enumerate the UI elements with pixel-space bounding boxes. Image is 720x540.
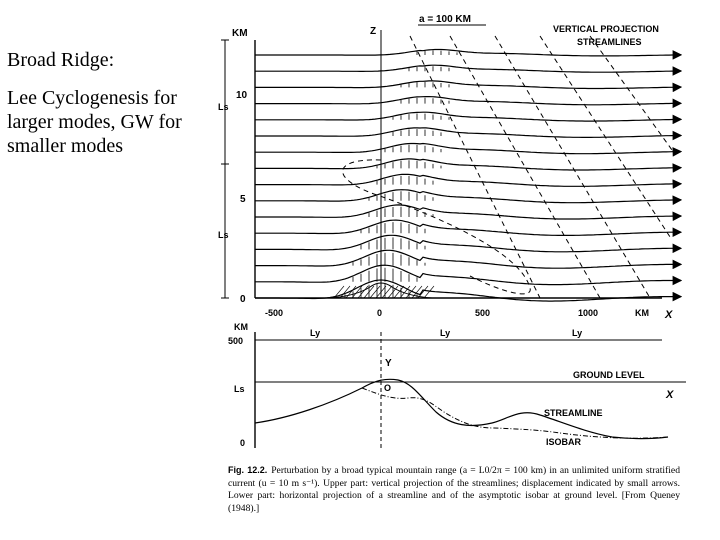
y-axis-label: Y	[385, 358, 392, 369]
streamline-2	[255, 265, 681, 284]
x-tick-0: 0	[377, 308, 383, 318]
figure-caption	[228, 464, 680, 515]
upper-x-axis-label: X	[665, 309, 673, 321]
ly-label-1: Ly	[310, 328, 321, 338]
caption-fig-number: Fig. 12.2.	[228, 465, 268, 475]
ls-label-bottom: Ls	[218, 230, 229, 240]
z-axis-label: Z	[370, 26, 377, 37]
streamlines-group	[255, 50, 681, 302]
ls-label-top: Ls	[218, 102, 229, 112]
streamline-label: STREAMLINE	[544, 408, 603, 418]
lower-y-tick-500: 500	[228, 336, 244, 346]
notes-body: Lee Cyclogenesis for larger modes, GW for smaller modes	[7, 87, 182, 157]
streamline-14	[255, 81, 681, 89]
streamline-9	[255, 159, 681, 170]
streamline-7	[255, 190, 681, 203]
phase-line-3	[495, 36, 650, 298]
streamline-13	[255, 97, 681, 105]
lower-y-tick-0: 0	[240, 438, 246, 448]
streamline-3	[255, 250, 681, 268]
x-tick-minus500: -500	[265, 308, 284, 318]
upper-y-unit: KM	[232, 28, 248, 39]
lower-x-axis-label: X	[666, 389, 674, 401]
notes-heading: Broad Ridge:	[7, 49, 115, 71]
phase-line-2	[450, 36, 600, 298]
origin-label: O	[384, 383, 392, 393]
streamlines-label: STREAMLINES	[577, 37, 642, 47]
isobar-label: ISOBAR	[546, 437, 582, 447]
caption-text: Perturbation by a broad typical mountain range (a = L0/2π = 100 km) in an unlimited uniform stratified current (u = 10 m s⁻¹). Upper part: vertical projection of the streamlines; displacement indicated by small arrows. Lower part: horizontal projection of a streamline and of the asymptotic isobar at ground level. [From Queney (1948).]	[228, 465, 680, 514]
isobar-curve	[362, 388, 668, 438]
ly-label-2: Ly	[440, 328, 451, 338]
hatch-line	[418, 286, 428, 298]
streamline-11	[255, 128, 681, 138]
lower-y-unit: KM	[234, 322, 248, 332]
x-tick-km: KM	[635, 308, 649, 318]
hatch-line	[382, 286, 392, 298]
upper-y-tick-0: 0	[240, 294, 246, 305]
streamline-8	[255, 174, 681, 186]
projection-label: VERTICAL PROJECTION	[553, 24, 659, 34]
ground-level-label: GROUND LEVEL	[573, 370, 645, 380]
x-tick-500: 500	[475, 308, 491, 318]
hatch-line	[370, 286, 380, 298]
upper-y-tick-5: 5	[240, 194, 246, 205]
x-tick-1000: 1000	[578, 308, 599, 318]
streamline-16	[255, 50, 681, 56]
lower-ls-label: Ls	[234, 384, 245, 394]
streamline-15	[255, 65, 681, 72]
ly-label-3: Ly	[572, 328, 583, 338]
phase-line-5	[590, 36, 672, 150]
streamline-6	[255, 205, 681, 219]
streamline-12	[255, 112, 681, 121]
phase-line-4	[540, 36, 672, 240]
streamline-4	[255, 235, 681, 252]
upper-y-tick-10: 10	[236, 90, 248, 101]
parameter-label: a = 100 KM	[419, 14, 471, 25]
streamline-curve	[255, 379, 668, 438]
